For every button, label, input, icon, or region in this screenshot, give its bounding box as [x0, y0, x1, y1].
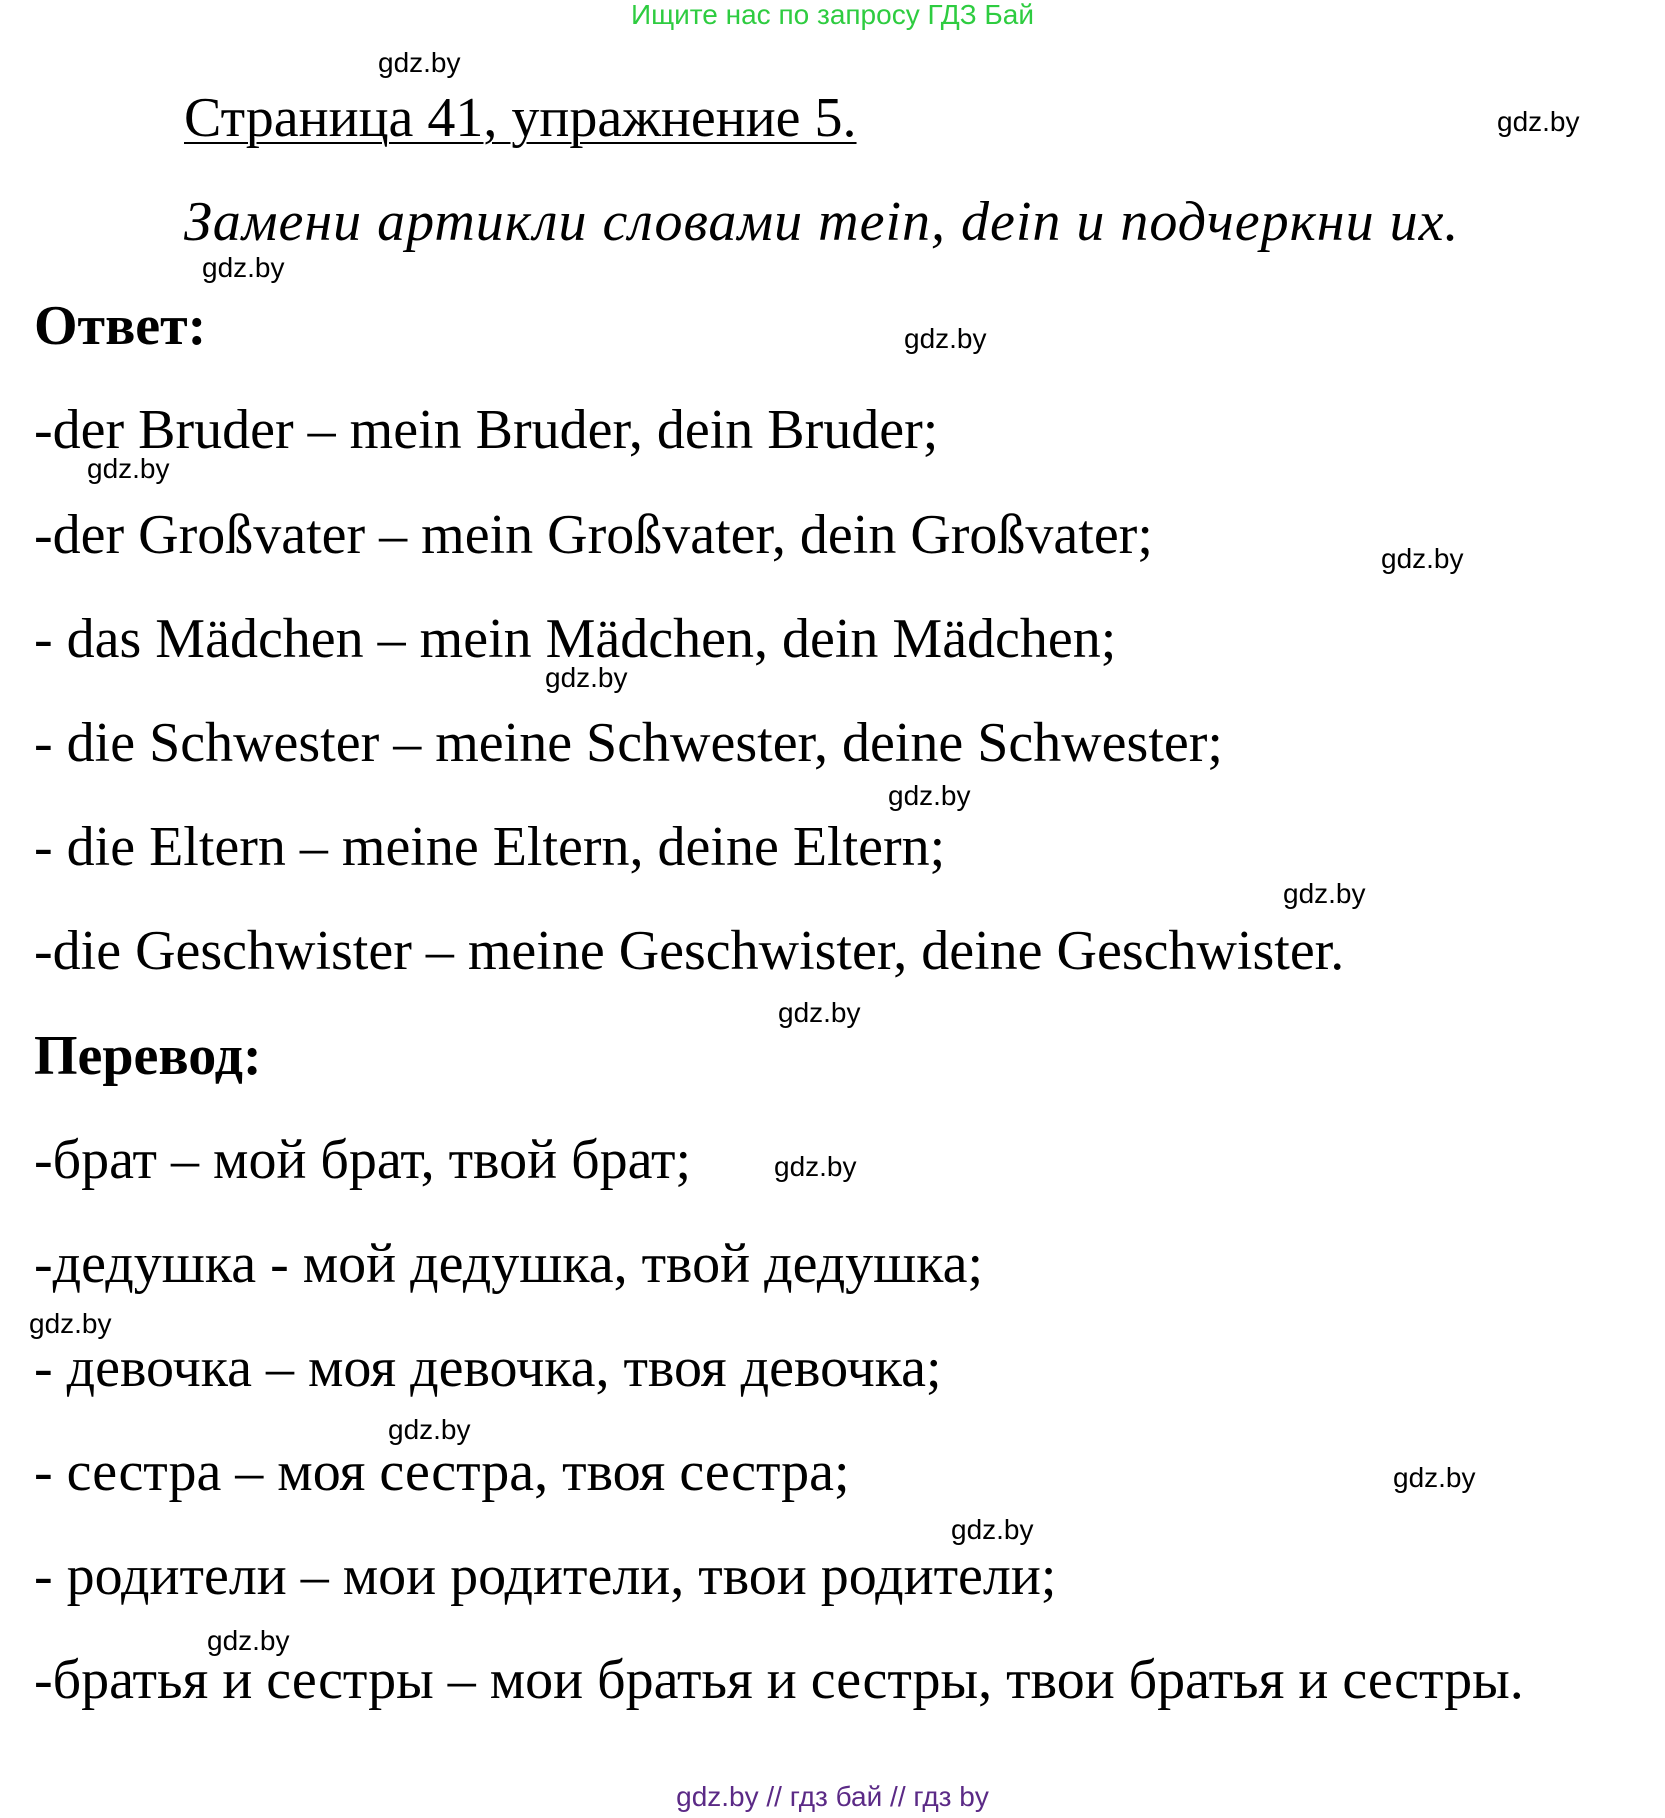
watermark: gdz.by [904, 323, 987, 354]
answer-line: - die Eltern – meine Eltern, deine Eltern; [34, 816, 946, 878]
watermark: gdz.by [1497, 106, 1580, 137]
watermark: gdz.by [388, 1414, 471, 1445]
watermark: gdz.by [1381, 543, 1464, 574]
page-title: Страница 41, упражнение 5. [184, 87, 857, 149]
watermark: gdz.by [888, 780, 971, 811]
translation-line: - родители – мои родители, твои родители; [34, 1545, 1057, 1607]
answer-heading: Ответ: [34, 295, 207, 357]
watermark: gdz.by [774, 1151, 857, 1182]
watermark: gdz.by [202, 252, 285, 283]
answer-line: -der Bruder – mein Bruder, dein Bruder; [34, 399, 939, 461]
watermark: gdz.by [29, 1308, 112, 1339]
translation-line: -братья и сестры – мои братья и сестры, твои братья и сестры. [34, 1649, 1524, 1711]
footer-links: gdz.by // гдз бай // гдз by [676, 1781, 989, 1812]
answer-line: - das Mädchen – mein Mädchen, dein Mädchen; [34, 608, 1117, 670]
watermark: gdz.by [951, 1514, 1034, 1545]
watermark: gdz.by [778, 997, 861, 1028]
translation-line: -дедушка - мой дедушка, твой дедушка; [34, 1233, 984, 1295]
answer-line: - die Schwester – meine Schwester, deine Schwester; [34, 712, 1223, 774]
translation-line: - девочка – моя девочка, твоя девочка; [34, 1337, 942, 1399]
translation-heading: Перевод: [34, 1025, 262, 1087]
watermark: gdz.by [378, 47, 461, 78]
answer-line: -der Großvater – mein Großvater, dein Großvater; [34, 504, 1153, 566]
watermark: gdz.by [207, 1625, 290, 1656]
translation-line: - сестра – моя сестра, твоя сестра; [34, 1441, 850, 1503]
translation-line: -брат – мой брат, твой брат; [34, 1129, 692, 1191]
watermark: gdz.by [545, 662, 628, 693]
watermark: gdz.by [1393, 1462, 1476, 1493]
answer-line: -die Geschwister – meine Geschwister, deine Geschwister. [34, 920, 1345, 982]
watermark: gdz.by [1283, 878, 1366, 909]
top-banner: Ищите нас по запросу ГДЗ Бай [630, 0, 1035, 30]
task-instruction: Замени артикли словами mein, dein и подчеркни их. [184, 191, 1460, 253]
watermark: gdz.by [87, 453, 170, 484]
